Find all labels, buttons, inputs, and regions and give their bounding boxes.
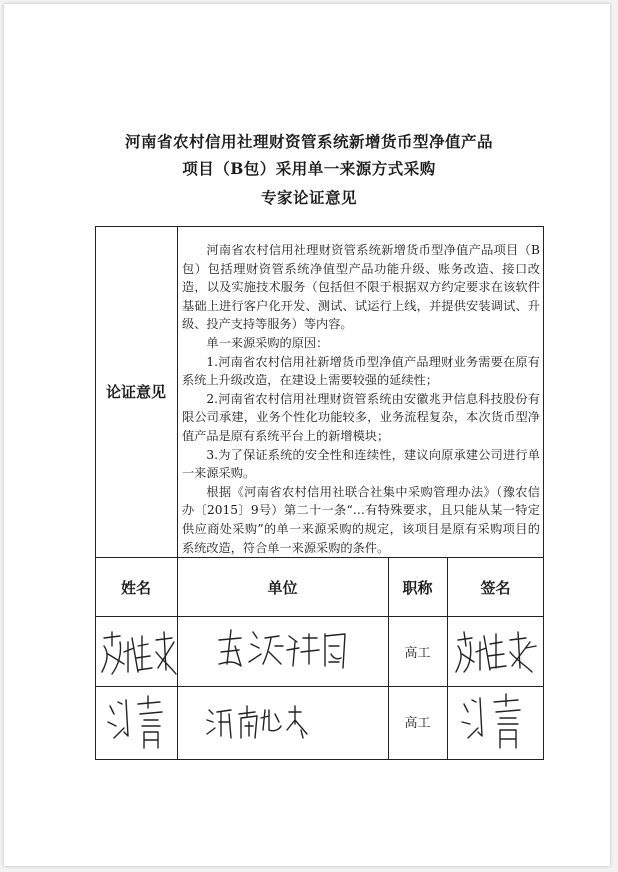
opinion-paragraph: 单一来源采购的原因： [206, 335, 329, 350]
header-signature: 签名 [480, 579, 511, 597]
document-title-line1: 河南省农村信用社理财资管系统新增货币型净值产品 [124, 132, 493, 151]
opinion-paragraph: 根据《河南省农村信用社联合社集中采购管理办法》（豫农信办〔2015〕9号）第二十一条“…有特殊要求，且只能从某一特定供应商处采购”的单一来源采购的规定，该项目是原有采购项目的系统改造，符合单一来源采购的条件。 [182, 484, 540, 555]
row-title-value: 高工 [404, 646, 431, 661]
header-name: 姓名 [120, 579, 151, 597]
divider [95, 557, 544, 558]
divider [95, 616, 544, 617]
opinion-paragraph: 1.河南省农村信用社新增货币型净值产品理财业务需要在原有系统上升级改造，在建设上需要较强的延续性； [182, 354, 540, 388]
document-title-line2: 项目（B包）采用单一来源方式采购 [182, 159, 436, 178]
document-title-line3: 专家论证意见 [260, 188, 357, 207]
handwritten-name-row1 [98, 624, 180, 680]
divider [95, 686, 544, 687]
handwritten-name-row2 [104, 692, 174, 754]
opinion-body [182, 241, 540, 557]
opinion-paragraph: 河南省农村信用社理财资管系统新增货币型净值产品项目（B包）包括理财资管系统净值型产品功能升级、账务改造、接口改造，以及实施技术服务（包括但不限于根据双方约定要求在该软件基础上进行客户化开发、测试、试运行上线，并提供安装调试、升级、投产支持等服务）等内容。 [182, 243, 540, 332]
header-unit: 单位 [267, 579, 298, 597]
header-title: 职称 [402, 579, 433, 597]
handwritten-unit-row1 [213, 624, 353, 674]
row-title-value: 高工 [404, 716, 431, 731]
handwritten-signature-row1 [452, 624, 542, 678]
handwritten-unit-row2 [203, 700, 313, 746]
opinion-paragraph: 2.河南省农村信用社理财资管系统由安徽兆尹信息科技股份有限公司承建，业务个性化功能较多，业务流程复杂，本次货币型净值产品是原有系统平台上的新增模块； [182, 391, 540, 443]
opinion-paragraph: 3.为了保证系统的安全性和连续性，建议向原承建公司进行单一来源采购。 [182, 447, 540, 481]
handwritten-signature-row2 [458, 690, 540, 754]
opinion-label: 论证意见 [105, 383, 166, 401]
